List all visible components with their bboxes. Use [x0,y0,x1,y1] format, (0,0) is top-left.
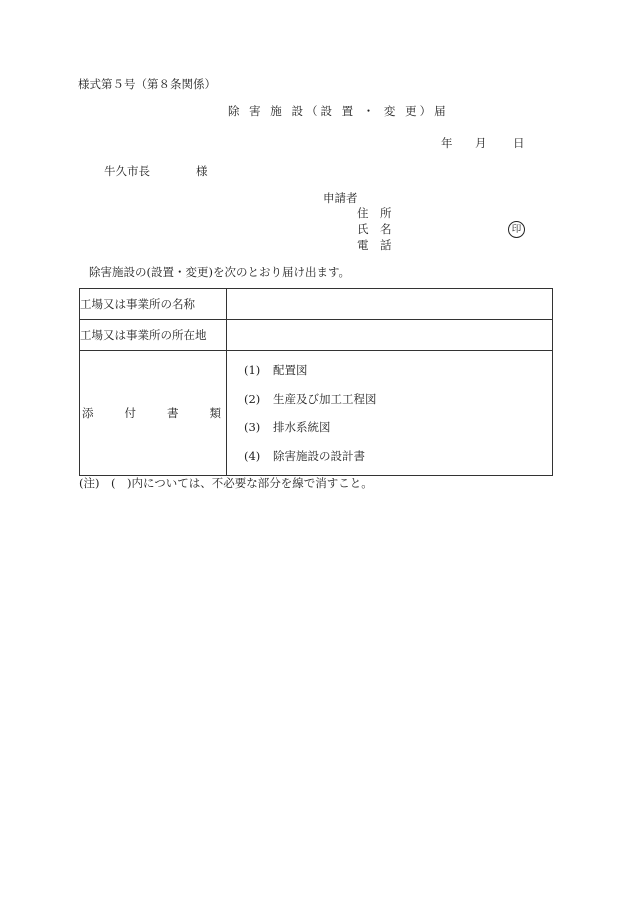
attachment-text: 除害施設の設計書 [273,448,365,463]
attachment-number: (1) [244,363,261,377]
seal-mark: 印 [508,221,525,238]
intro-text: 除害施設の(設置・変更)を次のとおり届け出ます。 [89,265,351,279]
table-row [80,320,553,351]
addressee-name: 牛久市長 [104,164,150,178]
list-item [244,442,552,471]
attachment-number: (4) [244,448,261,463]
table-row [80,289,553,320]
attachments-cell [227,351,553,476]
date-day-label: 日 [513,136,525,150]
attachments-label-char: 類 [209,406,221,420]
phone-label: 電 話 [357,238,392,252]
addressee-line [104,166,208,178]
date-month-label: 月 [475,136,487,150]
attachments-label-char: 付 [124,406,136,420]
list-item [244,413,552,442]
date-line [441,138,525,150]
attachments-list [227,356,552,470]
row-label-facility-name: 工場又は事業所の名称 [80,289,227,320]
attachment-text: 生産及び加工工程図 [273,391,377,406]
attachment-text: 排水系統図 [273,420,331,434]
form-number: 様式第５号（第８条関係） [78,77,216,91]
address-label: 住 所 [357,206,392,220]
list-item [244,385,552,414]
attachments-label-char: 添 [82,406,94,420]
row-label-attachments [80,351,227,476]
attachments-label-char: 書 [167,406,179,420]
addressee-honorific: 様 [196,164,208,178]
facility-location-field[interactable] [227,320,553,351]
notification-table [79,288,553,476]
applicant-heading: 申請者 [323,191,358,205]
facility-name-field[interactable] [227,289,553,320]
attachment-text: 配置図 [273,363,308,377]
attachment-number: (3) [244,420,261,434]
row-label-facility-location: 工場又は事業所の所在地 [80,320,227,351]
name-label: 氏 名 [357,222,392,236]
date-year-label: 年 [441,136,453,150]
footnote: (注) ( )内については、不必要な部分を線で消すこと。 [79,476,373,490]
document-title: 除 害 施 設（設 置 ・ 変 更）届 [228,104,449,118]
attachment-number: (2) [244,391,261,406]
list-item [244,356,552,385]
table-row [80,351,553,476]
